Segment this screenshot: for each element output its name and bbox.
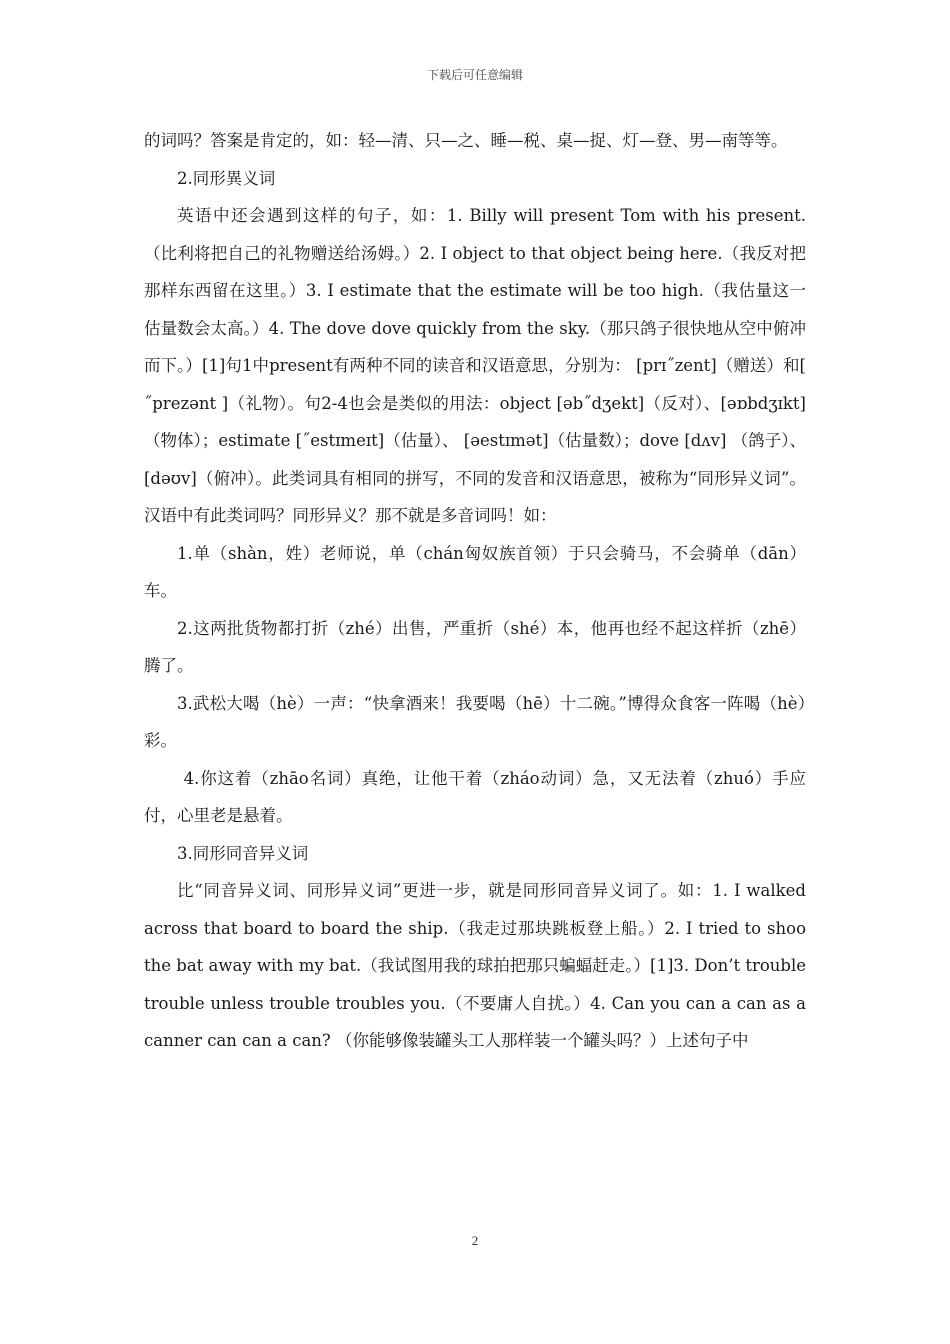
example-item-1: 1.单（shàn，姓）老师说，单（chán匈奴族首领）于只会骑马，不会骑单（dān）车。 xyxy=(144,543,806,600)
example-item-4: 4.你这着（zhāo名词）真绝，让他干着（zháo动词）急，又无法着（zhuó）手应付，心里老是悬着。 xyxy=(144,768,806,825)
page-number: 2 xyxy=(471,1233,479,1248)
section-heading-homonyms: 3.同形同音异义词 xyxy=(177,843,309,863)
example-item-2: 2.这两批货物都打折（zhé）出售，严重折（shé）本，他再也经不起这样折（zhē）腾了。 xyxy=(144,618,806,675)
page-header: 下载后可任意编辑 xyxy=(426,68,523,82)
document-body xyxy=(144,122,806,1060)
paragraph-homograph-examples: 英语中还会遇到这样的句子，如：1. Billy will present Tom with his present.（比利将把自己的礼物赠送给汤姆。）2. I object to that object being here.（我反对把那样东西留在这里。）3. I estimate that the estimate will be too high.（我估量这一估量数会太高。）4. The dove dove quickly from the sky.（那只鸽子很快地从空中俯冲而下。）[1]句1中present有两种不同的读音和汉语意思，分别为： [prɪ˝zent]（赠送）和[ ˝prezənt ]（礼物）。句2-4也会是类似的用法：object [əb˝dʒekt]（反对）、[əɒbdʒɪkt]（物体）；estimate [˝estɪmeɪt]（估量）、 [əestɪmət]（估量数）；dove [dʌv] （鸽子）、[dəʊv]（俯冲）。此类词具有相同的拼写，不同的发音和汉语意思，被称为“同形异义词”。汉语中有此类词吗？同形异义？那不就是多音词吗！如： xyxy=(144,206,806,525)
paragraph-continuation: 的词吗？答案是肯定的，如：轻—清、只—之、睡—税、桌—捉、灯—登、男—南等等。 xyxy=(144,131,788,150)
section-heading-homographs: 2.同形異义词 xyxy=(177,168,276,188)
paragraph-homonym-examples: 比“同音异义词、同形异义词”更进一步，就是同形同音异义词了。如：1. I walked across that board to board the ship.（我走过那块跳板登上船。）2. I tried to shoo the bat away with my bat.（我试图用我的球拍把那只蝙蝠赶走。）[1]3. Don’t trouble trouble unless trouble troubles you.（不要庸人自扰。）4. Can you can a can as a canner can can a can? （你能够像装罐头工人那样装一个罐头吗？）上述句子中 xyxy=(144,881,806,1050)
example-item-3: 3.武松大喝（hè）一声：“快拿酒来！我要喝（hē）十二碗。”博得众食客一阵喝（hè）彩。 xyxy=(144,693,806,750)
